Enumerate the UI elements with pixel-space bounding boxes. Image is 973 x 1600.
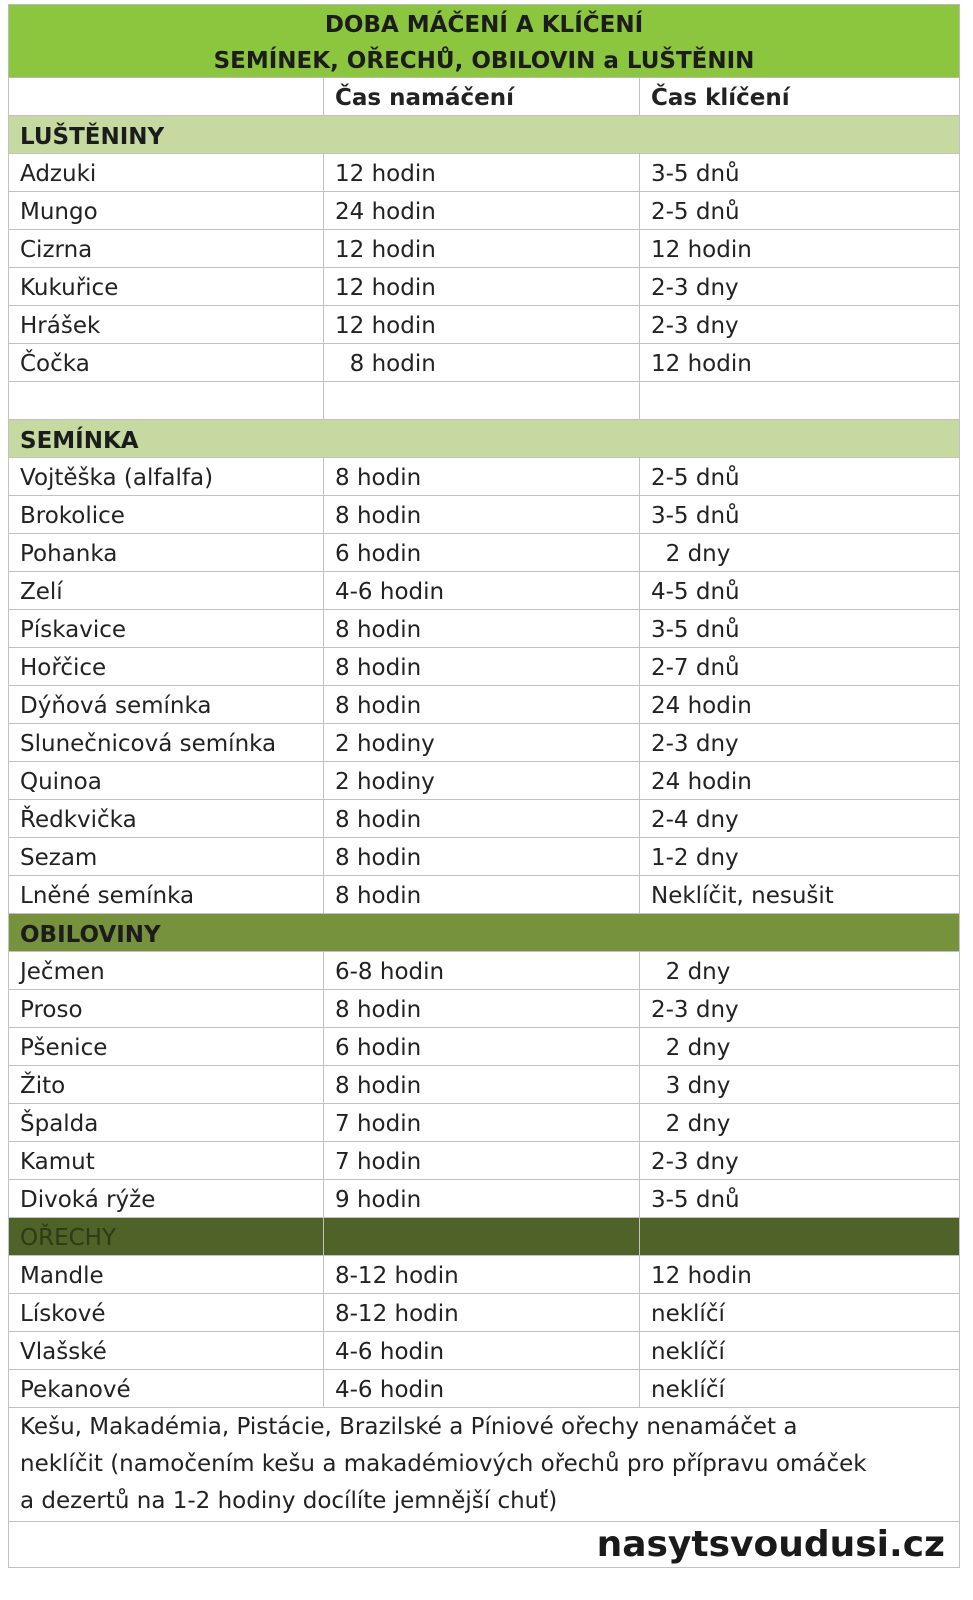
soaking-time-cell: 8-12 hodin	[324, 1256, 640, 1293]
nuts-note	[8, 1408, 960, 1522]
title-line-1: DOBA MÁČENÍ A KLÍČENÍ	[324, 12, 644, 38]
table-row	[8, 1142, 960, 1180]
table-row	[8, 1256, 960, 1294]
item-name-cell: Mandle	[9, 1256, 324, 1293]
table-row	[8, 1028, 960, 1066]
sprouting-time-cell: 12 hodin	[651, 351, 752, 377]
category-orechy-blank-3	[640, 1218, 959, 1255]
column-header-row	[8, 78, 960, 116]
category-orechy: OŘECHY	[9, 1218, 324, 1255]
table-row	[8, 1104, 960, 1142]
sprouting-time-cell: 2-3 dny	[651, 731, 739, 757]
sprouting-time-cell: Neklíčit, nesušit	[651, 883, 834, 909]
item-name-cell: Zelí	[9, 572, 324, 609]
sprouting-time-cell: 2 dny	[651, 1035, 731, 1061]
soaking-time-cell: 12 hodin	[324, 154, 640, 191]
sprouting-time-cell: neklíčí	[651, 1377, 725, 1403]
item-name-cell: Slunečnicová semínka	[9, 724, 324, 761]
table-row	[8, 1294, 960, 1332]
table-row	[8, 534, 960, 572]
category-seminka: SEMÍNKA	[8, 420, 960, 458]
soaking-time-cell: 2 hodiny	[324, 724, 640, 761]
table-row	[8, 496, 960, 534]
sprouting-time-cell: 2-3 dny	[651, 1149, 739, 1175]
table-row	[8, 610, 960, 648]
sprouting-time-cell: 3-5 dnů	[651, 503, 740, 529]
table-row	[8, 154, 960, 192]
soaking-time-cell: 24 hodin	[324, 192, 640, 229]
sprouting-time-cell: 2-7 dnů	[651, 655, 740, 681]
item-name-cell: Vojtěška (alfalfa)	[9, 458, 324, 495]
table-row	[8, 762, 960, 800]
soaking-time-cell: 12 hodin	[324, 230, 640, 267]
category-luseniny: LUŠTĚNINY	[8, 116, 960, 154]
sprouting-time-cell: 24 hodin	[651, 693, 752, 719]
note-line-2: neklíčit (namočením kešu a makadémiových ořechů pro přípravu omáček	[20, 1451, 867, 1477]
item-name-cell: Špalda	[9, 1104, 324, 1141]
item-name-cell: Hořčice	[9, 648, 324, 685]
column-header-sprouting: Čas klíčení	[651, 85, 790, 111]
obiloviny-rows	[8, 952, 960, 1218]
soaking-time-cell: 6 hodin	[324, 534, 640, 571]
sprouting-time-cell: 3-5 dnů	[651, 617, 740, 643]
soaking-time-cell: 8 hodin	[324, 458, 640, 495]
soaking-time-cell: 4-6 hodin	[324, 1332, 640, 1369]
table-row	[8, 952, 960, 990]
sprouting-time-cell: 24 hodin	[651, 769, 752, 795]
item-name-cell: Dýňová semínka	[9, 686, 324, 723]
category-orechy-blank-2	[324, 1218, 640, 1255]
soaking-time-cell: 12 hodin	[324, 268, 640, 305]
item-name-cell: Brokolice	[9, 496, 324, 533]
site-watermark: nasytsvoudusi.cz	[8, 1522, 960, 1568]
item-name-cell: Ječmen	[9, 952, 324, 989]
table-row	[8, 686, 960, 724]
table-row	[8, 990, 960, 1028]
soaking-time-cell: 6 hodin	[324, 1028, 640, 1065]
item-name-cell: Lněné semínka	[9, 876, 324, 913]
soaking-time-cell: 8 hodin	[324, 648, 640, 685]
item-name-cell	[9, 382, 324, 419]
table-row	[8, 876, 960, 914]
item-name-cell: Vlašské	[9, 1332, 324, 1369]
luseniny-rows	[8, 154, 960, 420]
table-row	[8, 800, 960, 838]
sprouting-time-cell: 3-5 dnů	[651, 161, 740, 187]
category-orechy-row	[8, 1218, 960, 1256]
soaking-time-cell: 2 hodiny	[324, 762, 640, 799]
item-name-cell: Pšenice	[9, 1028, 324, 1065]
table-row	[8, 648, 960, 686]
item-name-cell: Ředkvička	[9, 800, 324, 837]
sprouting-time-cell: 3-5 dnů	[651, 1187, 740, 1213]
sprouting-time-cell: neklíčí	[651, 1339, 725, 1365]
table-row	[8, 458, 960, 496]
sprouting-time-cell: 2-4 dny	[651, 807, 739, 833]
table-row	[8, 268, 960, 306]
table-row	[8, 572, 960, 610]
sprouting-time-cell: 2-3 dny	[651, 313, 739, 339]
sprouting-time-cell: 2 dny	[651, 541, 731, 567]
soaking-sprouting-table	[8, 4, 960, 1568]
soaking-time-cell: 4-6 hodin	[324, 1370, 640, 1407]
soaking-time-cell: 4-6 hodin	[324, 572, 640, 609]
sprouting-time-cell: 2-3 dny	[651, 997, 739, 1023]
sprouting-time-cell: neklíčí	[651, 1301, 725, 1327]
item-name-cell: Hrášek	[9, 306, 324, 343]
soaking-time-cell: 8 hodin	[324, 876, 640, 913]
soaking-time-cell: 12 hodin	[324, 306, 640, 343]
table-title	[8, 4, 960, 78]
sprouting-time-cell: 2 dny	[651, 959, 731, 985]
sprouting-time-cell: 2-3 dny	[651, 275, 739, 301]
soaking-time-cell: 8 hodin	[324, 990, 640, 1027]
item-name-cell: Žito	[9, 1066, 324, 1103]
item-name-cell: Čočka	[9, 344, 324, 381]
soaking-time-cell: 7 hodin	[324, 1104, 640, 1141]
item-name-cell: Lískové	[9, 1294, 324, 1331]
note-line-1: Kešu, Makadémia, Pistácie, Brazilské a Píniové ořechy nenamáčet a	[20, 1414, 798, 1440]
soaking-time-cell: 8-12 hodin	[324, 1294, 640, 1331]
soaking-time-cell	[324, 382, 640, 419]
table-row	[8, 1332, 960, 1370]
item-name-cell: Sezam	[9, 838, 324, 875]
table-row	[8, 230, 960, 268]
soaking-time-cell: 8 hodin	[324, 496, 640, 533]
sprouting-time-cell: 4-5 dnů	[651, 579, 740, 605]
table-row	[8, 1370, 960, 1408]
item-name-cell: Quinoa	[9, 762, 324, 799]
soaking-time-cell: 6-8 hodin	[324, 952, 640, 989]
table-row	[8, 1180, 960, 1218]
table-row	[8, 306, 960, 344]
table-row	[8, 838, 960, 876]
item-name-cell: Mungo	[9, 192, 324, 229]
column-header-soaking: Čas namáčení	[324, 78, 640, 115]
soaking-time-cell: 9 hodin	[324, 1180, 640, 1217]
sprouting-time-cell: 2-5 dnů	[651, 199, 740, 225]
note-line-3: a dezertů na 1-2 hodiny docílíte jemnější chuť)	[20, 1488, 558, 1514]
soaking-time-cell: 8 hodin	[324, 686, 640, 723]
item-name-cell: Pískavice	[9, 610, 324, 647]
soaking-time-cell: 8 hodin	[324, 344, 640, 381]
item-name-cell: Adzuki	[9, 154, 324, 191]
soaking-time-cell: 8 hodin	[324, 838, 640, 875]
category-obiloviny: OBILOVINY	[8, 914, 960, 952]
sprouting-time-cell: 12 hodin	[651, 1263, 752, 1289]
soaking-time-cell: 8 hodin	[324, 800, 640, 837]
sprouting-time-cell	[640, 382, 959, 419]
table-row	[8, 382, 960, 420]
sprouting-time-cell: 1-2 dny	[651, 845, 739, 871]
sprouting-time-cell: 2 dny	[651, 1111, 731, 1137]
item-name-cell: Divoká rýže	[9, 1180, 324, 1217]
title-line-2: SEMÍNEK, OŘECHŮ, OBILOVIN a LUŠTĚNIN	[213, 48, 755, 74]
item-name-cell: Kukuřice	[9, 268, 324, 305]
soaking-time-cell: 8 hodin	[324, 1066, 640, 1103]
table-row	[8, 344, 960, 382]
sprouting-time-cell: 12 hodin	[651, 237, 752, 263]
table-row	[8, 1066, 960, 1104]
item-name-cell: Proso	[9, 990, 324, 1027]
table-row	[8, 724, 960, 762]
soaking-time-cell: 7 hodin	[324, 1142, 640, 1179]
item-name-cell: Cizrna	[9, 230, 324, 267]
soaking-time-cell: 8 hodin	[324, 610, 640, 647]
item-name-cell: Pekanové	[9, 1370, 324, 1407]
sprouting-time-cell: 2-5 dnů	[651, 465, 740, 491]
seminka-rows	[8, 458, 960, 914]
item-name-cell: Pohanka	[9, 534, 324, 571]
sprouting-time-cell: 3 dny	[651, 1073, 731, 1099]
orechy-rows	[8, 1256, 960, 1408]
table-row	[8, 192, 960, 230]
item-name-cell: Kamut	[9, 1142, 324, 1179]
column-header-item	[9, 78, 324, 115]
